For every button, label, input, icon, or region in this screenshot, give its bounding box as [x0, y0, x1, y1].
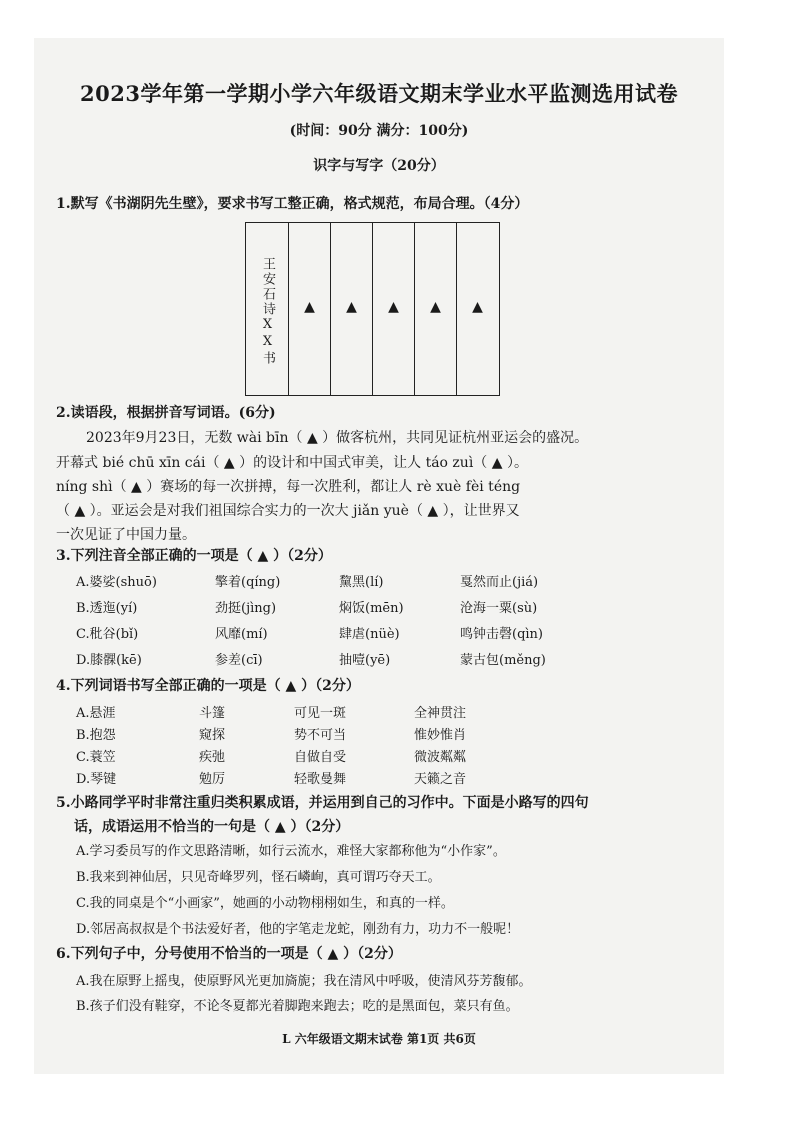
option-a-1: A.婆娑(shuō): [76, 575, 157, 590]
grid-writing-column[interactable]: [330, 223, 372, 395]
question-6: 6.下列句子中，分号使用不恰当的一项是（ ▲ ）（2分）: [56, 946, 402, 962]
exam-title: 2023学年第一学期小学六年级语文期末学业水平监测选用试卷: [80, 81, 678, 106]
option-d: D.邻居高叔叔是个书法爱好者，他的字笔走龙蛇，刚劲有力，功力不一般呢！: [76, 922, 520, 937]
option-b-1: B.抱怨: [76, 728, 116, 743]
option-a-2: 擎着(qíng): [215, 575, 281, 590]
option-a-4: 全神贯注: [414, 706, 467, 721]
grid-label-column: [246, 223, 288, 395]
option-a-4: 戛然而止(jiá): [460, 575, 539, 590]
option-b-4: 惟妙惟肖: [414, 728, 467, 743]
question-1: 1.默写《书湖阴先生壁》，要求书写工整正确，格式规范，布局合理。（4分）: [56, 196, 529, 212]
option-d-2: 参差(cī): [215, 653, 263, 668]
grid-label: 王安石诗ⅩⅩ书: [260, 257, 275, 366]
question-2: 2.读语段，根据拼音写词语。(6分): [56, 405, 276, 421]
grid-writing-column[interactable]: [456, 223, 498, 395]
grid-writing-column[interactable]: [372, 223, 414, 395]
option-c-2: 风靡(mí): [215, 627, 268, 642]
option-b: B.我来到神仙居，只见奇峰罗列，怪石嶙峋，真可谓巧夺天工。: [76, 870, 441, 885]
option-a: A.学习委员写的作文思路清晰，如行云流水，难怪大家都称他为“小作家”。: [76, 844, 506, 859]
exam-time-score: (时间：90分 满分：100分): [289, 123, 469, 139]
option-c-4: 微波粼粼: [414, 750, 467, 765]
option-c-3: 肆虐(nüè): [339, 627, 400, 642]
passage-line: 开幕式 bié chū xīn cái（ ▲ ）的设计和中国式审美，让人 táo zuì（ ▲ ）。: [56, 455, 528, 471]
option-d-3: 抽噎(yē): [339, 653, 391, 668]
option-b-3: 焖饭(mēn): [339, 601, 404, 616]
passage-line: 2023年9月23日，无数 wài bīn（ ▲ ）做客杭州，共同见证杭州亚运会的盛况。: [86, 430, 589, 446]
option-c-3: 自做自受: [294, 750, 347, 765]
option-b-3: 势不可当: [294, 728, 347, 743]
answer-marker: ▲: [388, 299, 399, 315]
option-d-4: 蒙古包(měng): [460, 653, 546, 668]
page-footer: L 六年级语文期末试卷 第1页 共6页: [282, 1032, 476, 1046]
option-b-4: 沧海一粟(sù): [460, 601, 538, 616]
option-a-3: 黧黑(lí): [339, 575, 384, 590]
question-3: 3.下列注音全部正确的一项是（ ▲ ）（2分）: [56, 548, 332, 564]
option-b-1: B.透迤(yí): [76, 601, 138, 616]
writing-grid: [245, 222, 500, 396]
option-c-1: C.蓑笠: [76, 750, 116, 765]
passage-line: （ ▲ ）。亚运会是对我们祖国综合实力的一次大 jiǎn yuè（ ▲ ），让世界又: [56, 503, 520, 519]
option-b-2: 劲挺(jìng): [215, 601, 277, 616]
option-c-4: 鸣钟击磬(qìn): [460, 627, 543, 642]
option-d-3: 轻歌曼舞: [294, 772, 347, 787]
question-5-line1: 5.小路同学平时非常注重归类积累成语，并运用到自己的习作中。下面是小路写的四句: [56, 795, 589, 811]
option-b-2: 窥探: [199, 728, 226, 743]
option-a: A.我在原野上摇曳，使原野风光更加旖旎；我在清风中呼吸，使清风芬芳馥郁。: [76, 974, 532, 989]
answer-marker: ▲: [346, 299, 357, 315]
option-b: B.孩子们没有鞋穿，不论冬夏都光着脚跑来跑去；吃的是黑面包，菜只有鱼。: [76, 999, 519, 1014]
option-c: C.我的同桌是个“小画家”，她画的小动物栩栩如生，和真的一样。: [76, 896, 454, 911]
option-a-3: 可见一斑: [294, 706, 347, 721]
passage-line: níng shì（ ▲ ）赛场的每一次拼搏，每一次胜利，都让人 rè xuè fèi téng: [56, 479, 521, 495]
option-d-2: 勉厉: [199, 772, 226, 787]
answer-marker: ▲: [430, 299, 441, 315]
option-c-2: 疾弛: [199, 750, 226, 765]
grid-writing-column[interactable]: [414, 223, 456, 395]
answer-marker: ▲: [304, 299, 315, 315]
option-a-2: 斗篷: [199, 706, 226, 721]
question-4: 4.下列词语书写全部正确的一项是（ ▲ ）（2分）: [56, 678, 360, 694]
option-d-1: D.膝髁(kē): [76, 653, 142, 668]
option-d-4: 天籁之音: [414, 772, 467, 787]
answer-marker: ▲: [472, 299, 483, 315]
question-5-line2: 话，成语运用不恰当的一句是（ ▲ ）（2分）: [74, 819, 350, 835]
section-heading: 识字与写字（20分）: [313, 158, 445, 174]
exam-page: [34, 38, 724, 1074]
option-d-1: D.琴键: [76, 772, 117, 787]
option-c-1: C.秕谷(bǐ): [76, 627, 139, 642]
grid-writing-column[interactable]: [288, 223, 330, 395]
option-a-1: A.悬涯: [76, 706, 116, 721]
passage-line: 一次见证了中国力量。: [56, 527, 196, 543]
